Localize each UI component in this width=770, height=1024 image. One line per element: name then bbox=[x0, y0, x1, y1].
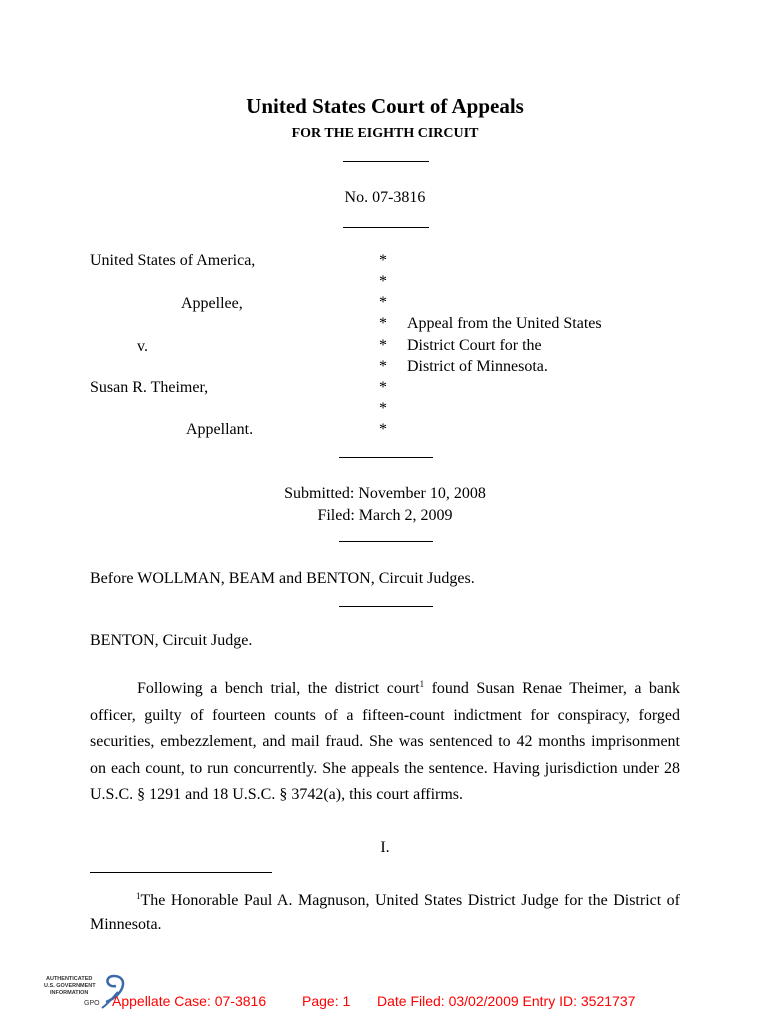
caption-star: * bbox=[379, 379, 387, 396]
appeal-line: Appeal from the United States bbox=[407, 315, 602, 332]
opinion-text-b: found Susan Renae Theimer, a bank officer, guilty of fourteen counts of a fifteen-count indictment for conspiracy, forged securities, embezzlement, and mail fraud. She was sentenced to 42 months imprisonment on each count, to run concurrently. She appeals the sentence. Having jurisdiction under 28 U.S.C. § 1291 and 18 U.S.C. § 3742(a), this court affirms. bbox=[90, 680, 681, 803]
caption-star: * bbox=[379, 273, 387, 290]
footnote-text: The Honorable Paul A. Magnuson, United States District Judge for the District of Minnesota. bbox=[90, 892, 680, 933]
caption-star: * bbox=[379, 294, 387, 311]
caption-star: * bbox=[379, 252, 387, 269]
footnote-reference[interactable]: 1 bbox=[419, 679, 425, 689]
panel-judges: Before WOLLMAN, BEAM and BENTON, Circuit Judges. bbox=[90, 570, 475, 587]
circuit-subtitle: FOR THE EIGHTH CIRCUIT bbox=[291, 126, 479, 141]
plaintiff-role: Appellee, bbox=[181, 295, 243, 312]
divider-1 bbox=[343, 161, 429, 162]
divider-4 bbox=[339, 541, 433, 542]
seal-text: U.S. GOVERNMENT bbox=[44, 983, 96, 989]
filed-date: Filed: March 2, 2009 bbox=[317, 507, 453, 524]
caption-star: * bbox=[379, 400, 387, 417]
defendant-role: Appellant. bbox=[186, 421, 254, 438]
footer-page: Page: 1 bbox=[302, 993, 351, 1009]
seal-text: GPO bbox=[84, 1000, 100, 1007]
footer-date-entry: Date Filed: 03/02/2009 Entry ID: 3521737 bbox=[377, 993, 636, 1009]
footnote bbox=[90, 889, 680, 937]
court-title: United States Court of Appeals bbox=[246, 94, 524, 118]
submitted-date: Submitted: November 10, 2008 bbox=[284, 485, 486, 502]
opinion-text-a: Following a bench trial, the district court bbox=[137, 680, 420, 697]
caption-star: * bbox=[379, 421, 387, 438]
caption-star: * bbox=[379, 315, 387, 332]
caption-star: * bbox=[379, 337, 387, 354]
versus: v. bbox=[137, 338, 148, 355]
defendant-name: Susan R. Theimer, bbox=[90, 379, 209, 396]
seal-text: INFORMATION bbox=[50, 990, 89, 996]
divider-3 bbox=[339, 457, 433, 458]
opinion-paragraph bbox=[90, 676, 680, 809]
appeal-line: District of Minnesota. bbox=[407, 358, 548, 375]
divider-2 bbox=[343, 227, 429, 228]
section-heading: I. bbox=[380, 839, 390, 856]
case-number: No. 07-3816 bbox=[344, 189, 426, 206]
opinion-author: BENTON, Circuit Judge. bbox=[90, 632, 253, 649]
footer-case: Appellate Case: 07-3816 bbox=[112, 993, 267, 1009]
plaintiff-name: United States of America, bbox=[90, 252, 256, 269]
seal-text: AUTHENTICATED bbox=[46, 976, 93, 982]
footnote-number: 1 bbox=[136, 891, 141, 901]
caption-star: * bbox=[379, 358, 387, 375]
appeal-line: District Court for the bbox=[407, 337, 542, 354]
divider-5 bbox=[339, 606, 433, 607]
footnote-divider bbox=[90, 872, 272, 873]
